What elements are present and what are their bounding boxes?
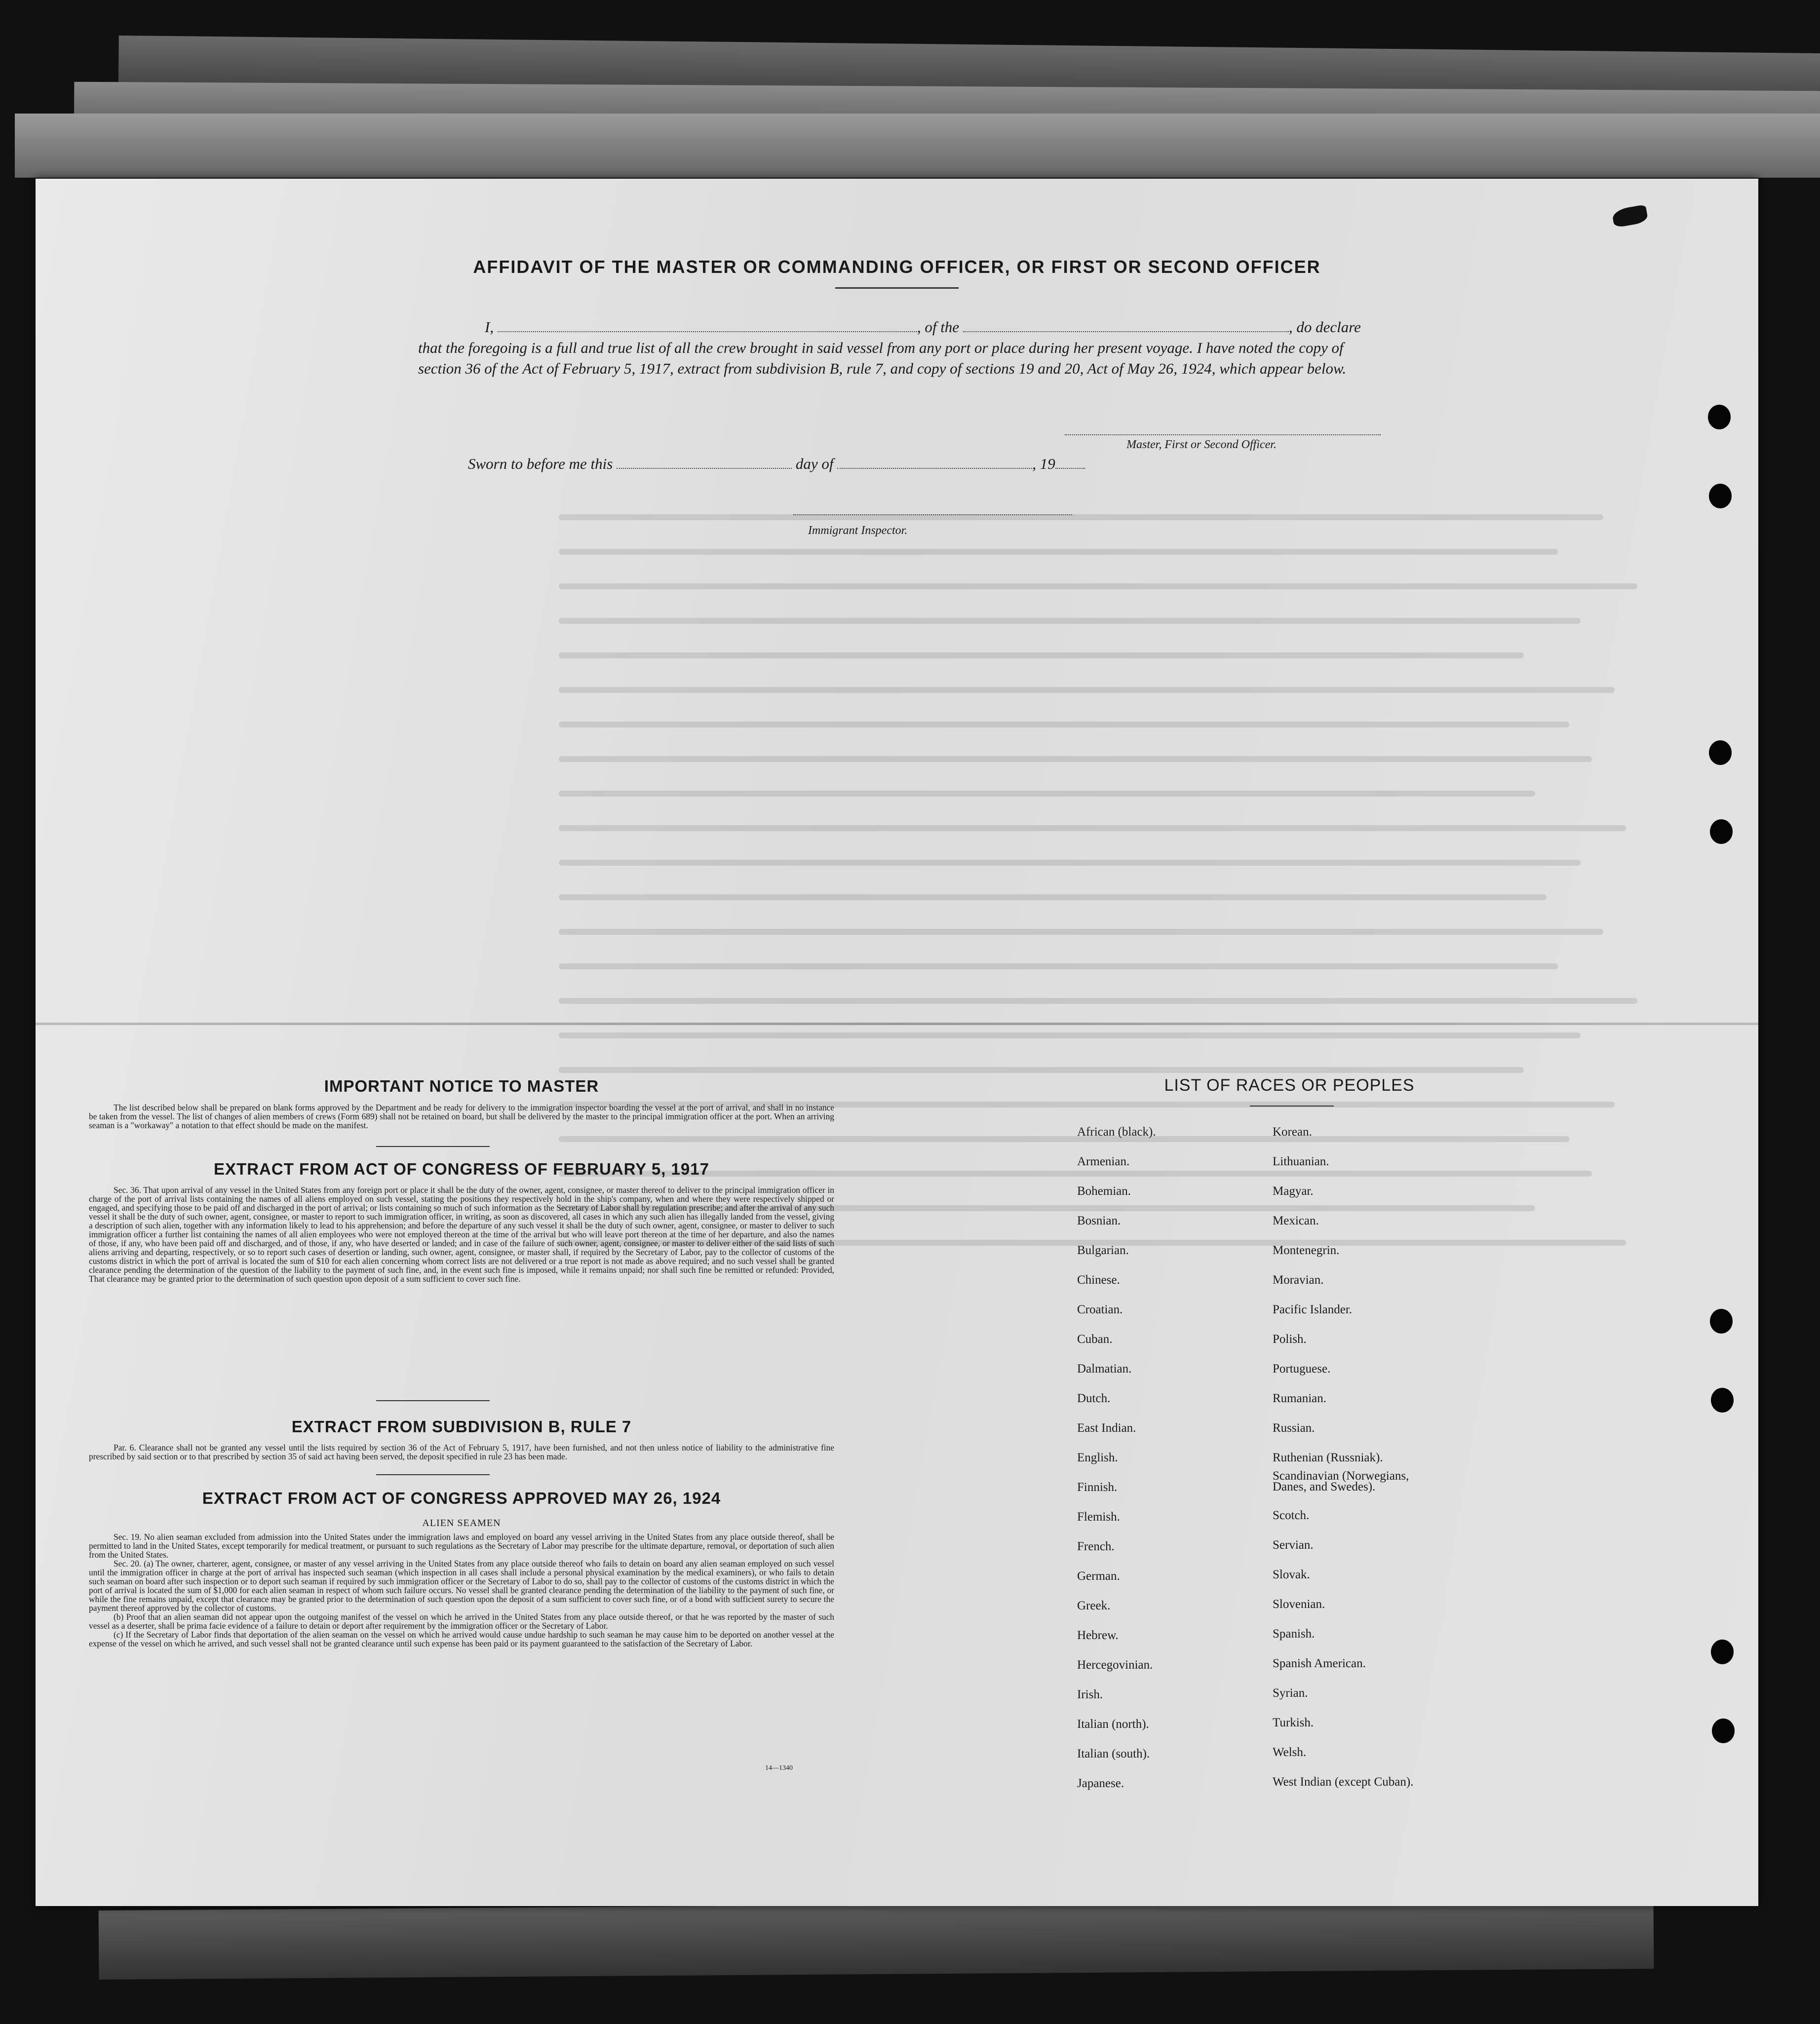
race-left-item: Bohemian.	[1077, 1184, 1131, 1198]
vessel-blank[interactable]	[963, 318, 1289, 332]
extract-1924-text	[89, 1532, 834, 1648]
race-right-item: Welsh.	[1273, 1746, 1307, 1759]
race-right-item: Ruthenian (Russniak).	[1273, 1451, 1383, 1464]
i-label: I,	[485, 318, 494, 336]
background-paper-strip	[99, 1900, 1654, 1980]
punch-hole	[1710, 819, 1733, 844]
punch-hole	[1710, 1309, 1733, 1334]
race-left-item: Greek.	[1077, 1599, 1111, 1612]
punch-hole	[1712, 1718, 1735, 1743]
race-left-item: Armenian.	[1077, 1155, 1130, 1168]
do-declare-label: , do declare	[1288, 318, 1361, 336]
race-right-item: Mexican.	[1273, 1214, 1319, 1227]
race-right-item: Pacific Islander.	[1273, 1303, 1353, 1316]
name-blank[interactable]	[498, 318, 917, 332]
punch-hole	[1708, 405, 1731, 429]
race-left-item: Dalmatian.	[1077, 1362, 1132, 1375]
races-title: LIST OF RACES OR PEOPLES	[1164, 1076, 1415, 1095]
ink-blot-mark	[1611, 204, 1648, 228]
year-prefix: , 19	[1032, 455, 1055, 472]
race-left-item: English.	[1077, 1451, 1118, 1464]
declaration-paragraph	[418, 317, 1376, 379]
notice-text: The list described below shall be prepared on blank forms approved by the Department and be ready for delivery to the immigration inspector boarding the vessel at the port of arrival, and shall in no instance be taken from the vessel. The list of changes of alien members of crews (Form 689) shall not be retained on board, but shall be delivered by the master to the principal immigration officer at the port. When an arriving seaman is a "workaway" a notation to that effect should be made on the manifest.	[89, 1103, 834, 1130]
sec-19-text: Sec. 19. No alien seaman excluded from admission into the United States under the immigration laws and employed on board any vessel arriving in the United States from any place outside thereof, shall be permitted to land in the United States, except temporarily for medical treatment, or pursuant to such regulations as the Secretary of Labor may prescribe for the ultimate departure, removal, or deportation of such alien from the United States.	[89, 1532, 834, 1560]
punch-hole	[1709, 740, 1732, 765]
divider	[376, 1146, 490, 1147]
extract-1917-text: Sec. 36. That upon arrival of any vessel in the United States from any foreign port or place it shall be the duty of the owner, agent, consignee, or master thereof to deliver to the principal immigration officer in charge of the port of arrival lists containing the names of all aliens employed on such vessel, stating the positions they respectively hold in the ship's company, when and where they were respectively shipped or engaged, and specifying those to be paid off and discharged in the port of arrival; or lists containing so much of such information as the Secretary of Labor shall by regulation prescribe; and after the arrival of any such vessel it shall be the duty of such owner, agent, consignee, or master to report to such immigration officer, in writing, as soon as discovered, all cases in which any such alien has illegally landed from the vessel, giving a description of such alien, together with any information likely to lead to his apprehension; and before the departure of any such vessel it shall be the duty of such owner, agent, consignee, or master to deliver to such immigration officer a further list containing the names of all alien employees who were not employed thereon at the time of the arrival but who will leave port thereon at the time of her departure, and also the names of those, if any, who have been paid off and discharged, and of those, if any, who have deserted or landed; and in case of the failure of such owner, agent, consignee, or master to deliver either of the said lists of such aliens arriving and departing, respectively, or so to report such cases of desertion or landing, such owner, agent, consignee, or master shall, if required by the Secretary of Labor, pay to the collector of customs of the customs district in which the port of arrival is located the sum of $10 for each alien concerning whom correct lists are not delivered or a true report is not made as above required; and no such vessel shall be granted clearance pending the determination of the question of the liability to the payment of such fine, and, in the event such fine is imposed, while it remains unpaid; nor shall such fine be remitted or refunded: Provided, That clearance may be granted prior to the determination of such question upon deposit of a sum sufficient to cover such fine.	[89, 1185, 834, 1284]
sec-20b-text: (b) Proof that an alien seaman did not appear upon the outgoing manifest of the vessel on which he arrived in the United States from any place outside thereof, or that he was reported by the master of such vessel as a deserter, shall be prima facie evidence of a failure to detain or deport after requirement by the immigration officer or the Secretary of Labor.	[89, 1612, 834, 1631]
background-paper-strip	[15, 114, 1820, 178]
race-left-item: French.	[1077, 1540, 1115, 1553]
race-left-item: Irish.	[1077, 1688, 1103, 1701]
of-the-label: , of the	[917, 318, 960, 336]
race-right-item: Polish.	[1273, 1333, 1307, 1346]
race-right-item: Scandinavian (Norwegians, Danes, and Swedes).	[1273, 1469, 1409, 1493]
race-right-item: Slovak.	[1273, 1568, 1310, 1581]
race-right-item: Lithuanian.	[1273, 1155, 1329, 1168]
extract-1917-title: EXTRACT FROM ACT OF CONGRESS OF FEBRUARY 5, 1917	[214, 1160, 709, 1178]
race-right-item: Spanish American.	[1273, 1657, 1366, 1670]
divider	[376, 1474, 490, 1475]
race-left-item: Flemish.	[1077, 1510, 1120, 1524]
month-blank[interactable]	[837, 455, 1032, 469]
race-left-item: East Indian.	[1077, 1421, 1136, 1435]
race-left-item: Hebrew.	[1077, 1629, 1119, 1642]
divider	[376, 1400, 490, 1401]
inspector-signature-line[interactable]	[793, 514, 1072, 515]
day-of-label: day of	[795, 455, 834, 472]
race-left-item: Dutch.	[1077, 1392, 1111, 1405]
race-right-item: Scotch.	[1273, 1509, 1310, 1522]
race-left-item: African (black).	[1077, 1125, 1156, 1139]
sworn-prefix: Sworn to before me this	[468, 455, 613, 472]
year-blank[interactable]	[1055, 455, 1085, 469]
race-right-item: Russian.	[1273, 1421, 1315, 1435]
form-number: 14—1340	[765, 1764, 793, 1772]
race-left-item: Japanese.	[1077, 1777, 1124, 1790]
extract-1924-title: EXTRACT FROM ACT OF CONGRESS APPROVED MAY 26, 1924	[202, 1489, 721, 1507]
sec-20c-text: (c) If the Secretary of Labor finds that deportation of the alien seaman on the vessel on which he arrived would cause undue hardship to such seaman he may cause him to be deported on another vessel at the expense of the vessel on which he arrived, and such vessel shall not be granted clearance until such expense has been paid or its payment guaranteed to the satisfaction of the Secretary of Labor.	[89, 1630, 834, 1648]
race-right-item: Korean.	[1273, 1125, 1312, 1139]
race-right-item: Rumanian.	[1273, 1392, 1327, 1405]
race-left-item: Croatian.	[1077, 1303, 1123, 1316]
race-right-item: Slovenian.	[1273, 1598, 1325, 1611]
title-underline	[835, 287, 959, 289]
race-left-item: Cuban.	[1077, 1333, 1113, 1346]
race-left-item: Hercegovinian.	[1077, 1658, 1153, 1672]
sworn-line	[468, 455, 1085, 473]
race-left-item: Italian (north).	[1077, 1718, 1149, 1731]
race-right-item: Turkish.	[1273, 1716, 1314, 1729]
affidavit-title: AFFIDAVIT OF THE MASTER OR COMMANDING OFFICER, OR FIRST OR SECOND OFFICER	[473, 257, 1321, 277]
declaration-text: that the foregoing is a full and true list of all the crew brought in said vessel from any port or place during her present voyage. I have noted the copy of section 36 of the Act of February 5, 1917, extract from subdivision B, rule 7, and copy of sections 19 and 20, Act of May 26, 1924, which appear below.	[418, 339, 1347, 377]
races-title-underline	[1250, 1106, 1334, 1107]
race-left-item: Bulgarian.	[1077, 1244, 1129, 1257]
race-right-item: Montenegrin.	[1273, 1244, 1340, 1257]
alien-seamen-subtitle: ALIEN SEAMEN	[422, 1518, 501, 1528]
race-right-item: Spanish.	[1273, 1627, 1315, 1641]
race-left-item: Bosnian.	[1077, 1214, 1121, 1227]
subdivision-b-title: EXTRACT FROM SUBDIVISION B, RULE 7	[291, 1417, 632, 1436]
race-left-item: German.	[1077, 1569, 1120, 1583]
subdivision-b-text: Par. 6. Clearance shall not be granted any vessel until the lists required by section 36 of the Act of February 5, 1917, have been furnished, and not then unless notice of liability to the administrative fine prescribed by said section or to that prescribed by section 35 of said act having been served, the deposit specified in rule 23 has been made.	[89, 1443, 834, 1461]
race-right-item: Moravian.	[1273, 1273, 1324, 1287]
race-right-item: Portuguese.	[1273, 1362, 1331, 1375]
notice-title: IMPORTANT NOTICE TO MASTER	[324, 1077, 599, 1095]
punch-hole	[1709, 484, 1732, 508]
day-blank[interactable]	[617, 455, 792, 469]
document-page	[36, 179, 1758, 1906]
race-right-item: Servian.	[1273, 1538, 1314, 1552]
race-left-item: Italian (south).	[1077, 1747, 1150, 1760]
punch-hole	[1711, 1640, 1734, 1664]
race-left-item: Finnish.	[1077, 1481, 1118, 1494]
race-right-item: Magyar.	[1273, 1184, 1314, 1198]
punch-hole	[1711, 1388, 1734, 1413]
inspector-caption: Immigrant Inspector.	[808, 524, 908, 537]
page-fold-line	[36, 1023, 1758, 1025]
race-right-item: West Indian (except Cuban).	[1273, 1775, 1414, 1789]
race-left-item: Chinese.	[1077, 1273, 1120, 1287]
race-right-item: Syrian.	[1273, 1686, 1308, 1700]
master-caption: Master, First or Second Officer.	[1126, 438, 1277, 451]
sec-20a-text: Sec. 20. (a) The owner, charterer, agent, consignee, or master of any vessel arriving in the United States from any place outside thereof who fails to detain on board any alien seaman employed on such vessel until the immigration officer in charge at the port of arrival has inspected such seaman (which inspection in all cases shall include a personal physical examination by the medical examiners), or who fails to detain such seaman on board after such inspection or to deport such seaman if required by such immigration officer or the Secretary of Labor to do so, shall pay to the collector of customs of the customs district in which the port of arrival is located the sum of $1,000 for each alien seaman in respect of whom such failure occurs. No vessel shall be granted clearance pending the determination of the liability to the payment of such fine, or while the fine remains unpaid, except that clearance may be granted prior to the determination of such question upon the deposit of a sum sufficient to cover such fine, or of a bond with sufficient surety to secure the payment thereof approved by the collector of customs.	[89, 1559, 834, 1613]
master-signature-line[interactable]	[1065, 434, 1381, 435]
